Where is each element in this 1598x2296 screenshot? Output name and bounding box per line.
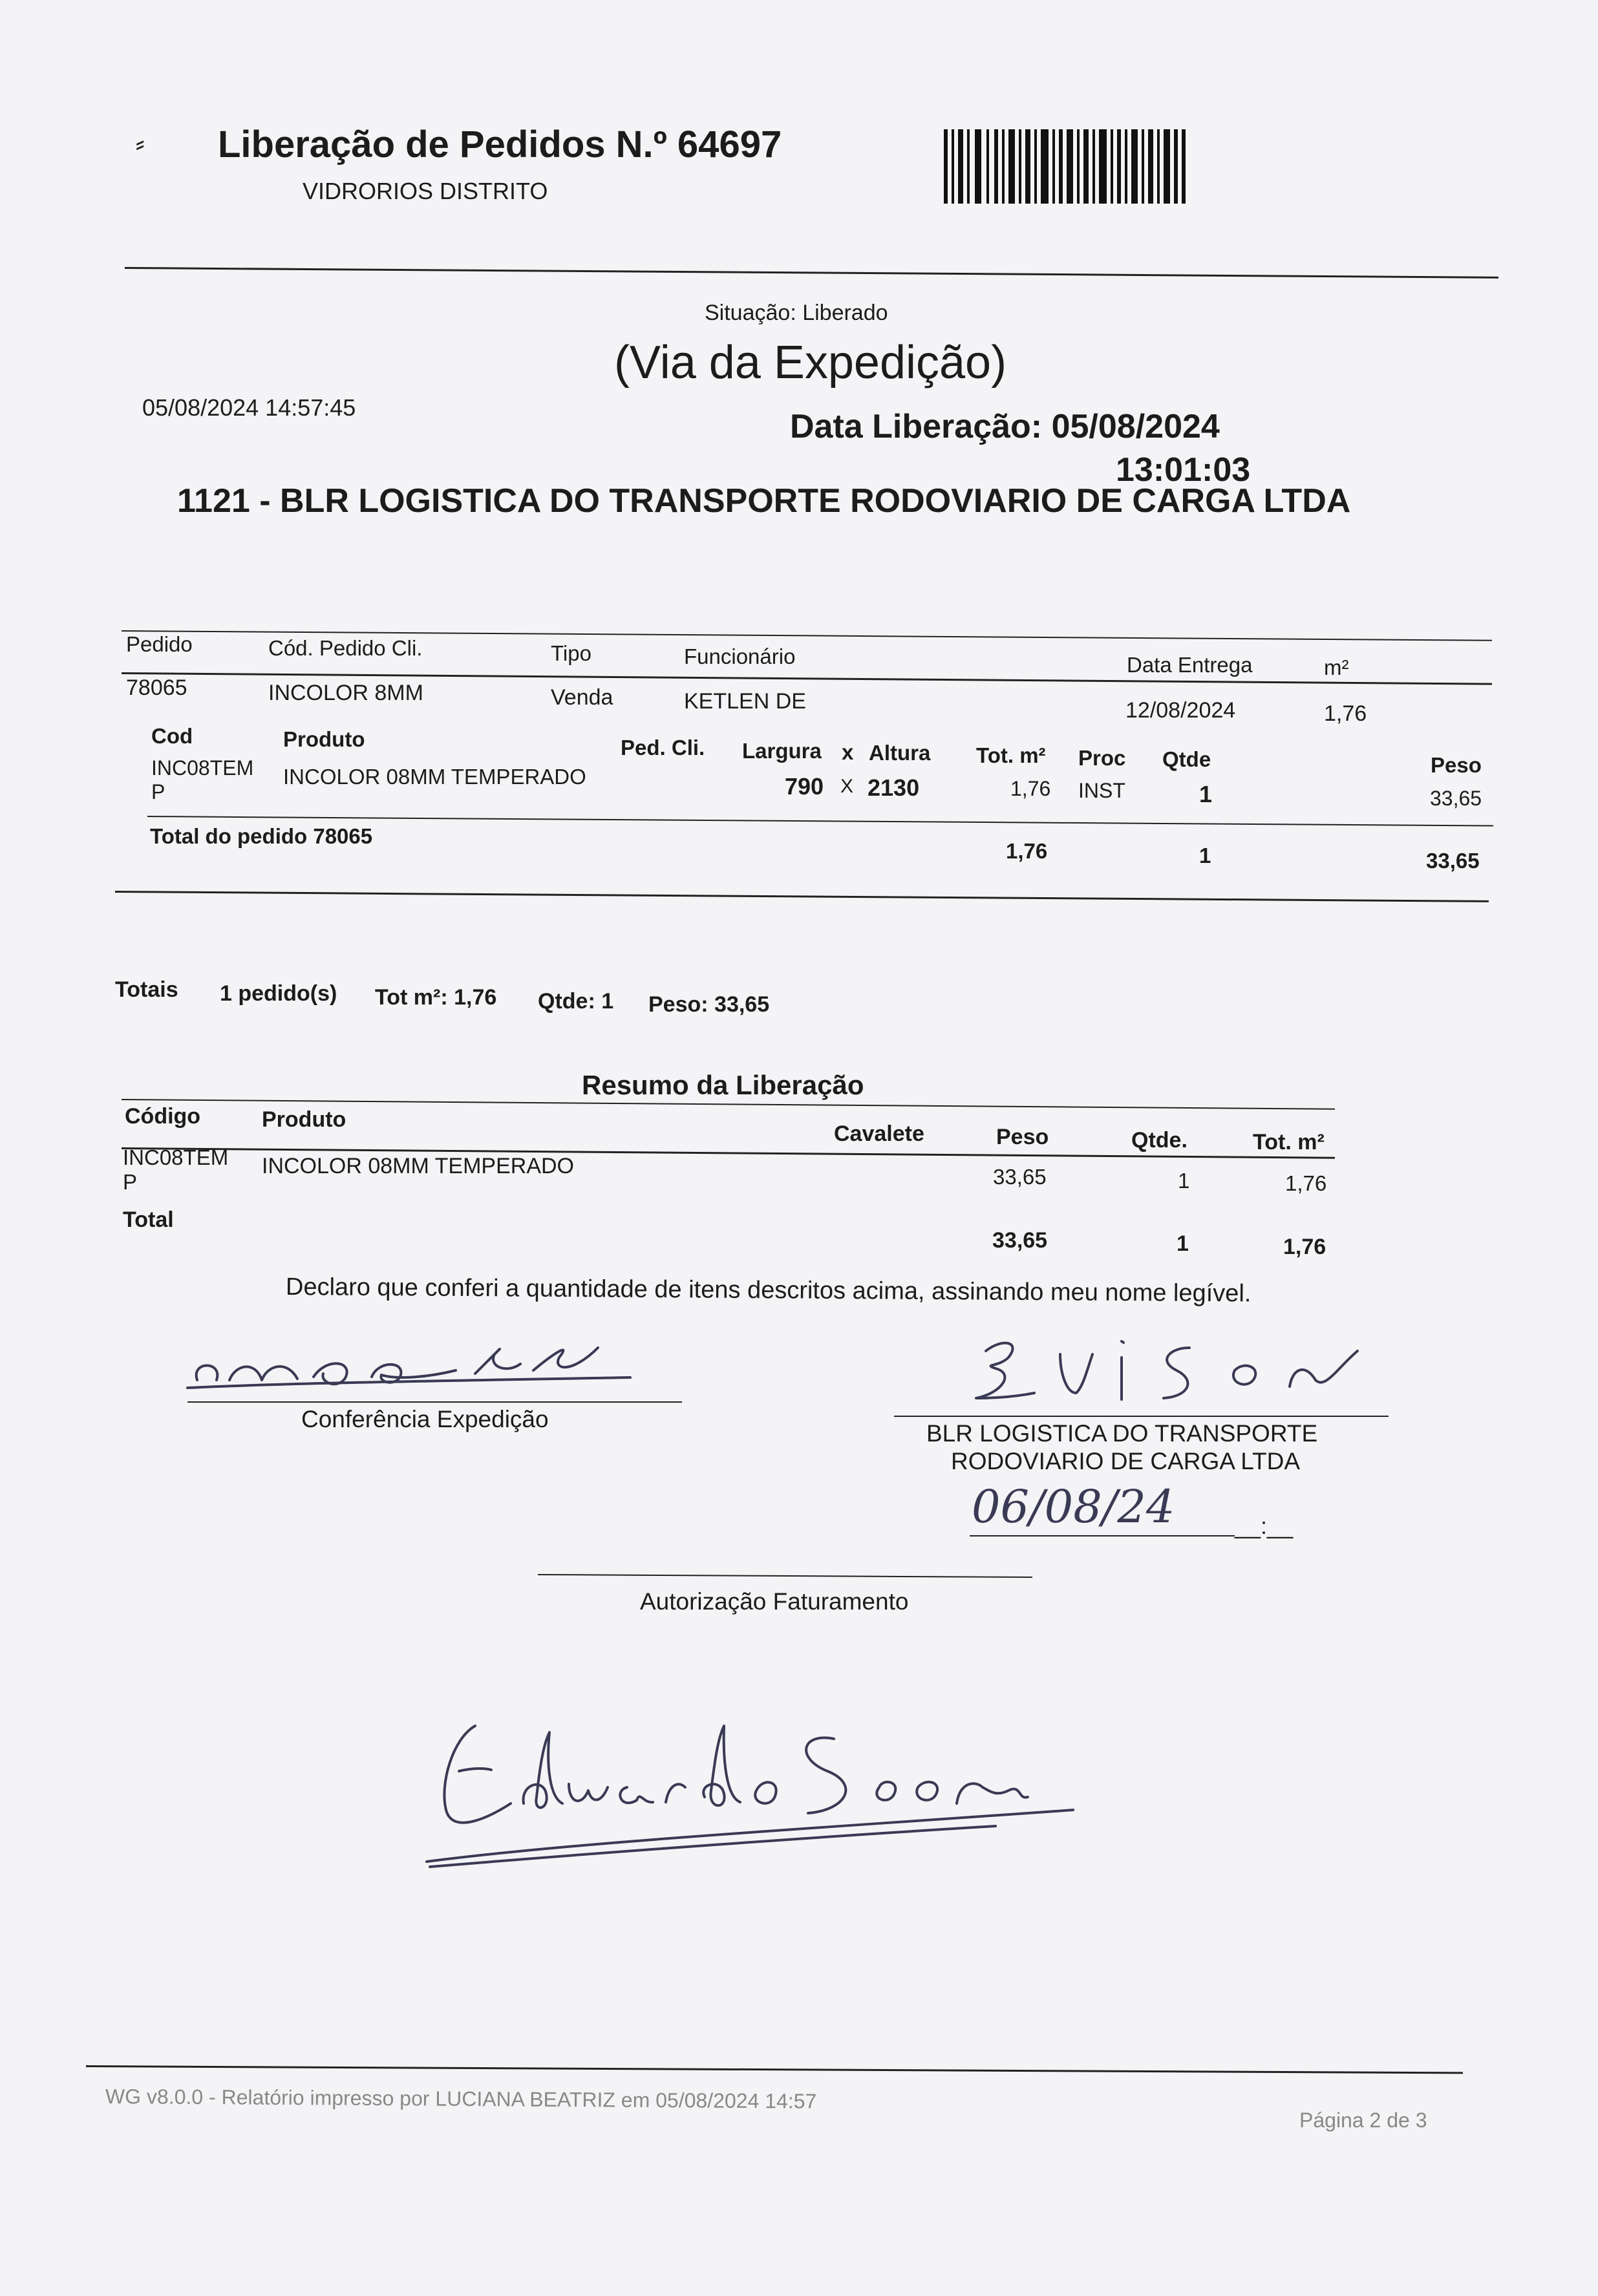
item-col-cod: Cod	[151, 724, 193, 748]
order-total-qtde: 1	[1199, 844, 1211, 867]
conference-signature-line	[187, 1401, 682, 1403]
summary-qtde: 1	[1178, 1169, 1190, 1193]
item-col-peso: Peso	[1431, 753, 1482, 777]
col-data-entrega: Data Entrega	[1127, 653, 1253, 677]
summary-col-tot-m2: Tot. m²	[1253, 1130, 1325, 1154]
order-total-tot-m2: 1,76	[1006, 839, 1048, 863]
order-funcionario: KETLEN DE	[684, 689, 806, 714]
item-col-qtde: Qtde	[1162, 747, 1211, 771]
barcode-icon	[944, 129, 1186, 204]
col-pedido: Pedido	[126, 632, 193, 656]
summary-total-peso: 33,65	[992, 1228, 1048, 1253]
item-cod-line1: INC08TEM	[151, 756, 254, 780]
carrier-signature	[963, 1328, 1377, 1412]
billing-label: Autorização Faturamento	[640, 1588, 909, 1615]
item-col-x: x	[842, 740, 854, 764]
item-produto: INCOLOR 08MM TEMPERADO	[283, 765, 586, 789]
order-total-label: Total do pedido 78065	[150, 824, 373, 848]
billing-signature-line	[538, 1574, 1032, 1578]
col-tipo: Tipo	[551, 641, 591, 665]
totals-label: Totais	[115, 977, 178, 1002]
company-name: VIDRORIOS DISTRITO	[303, 178, 548, 204]
carrier-signature-line	[894, 1416, 1389, 1417]
footer-printed-by: WG v8.0.0 - Relatório impresso por LUCIANA BEATRIZ em 05/08/2024 14:57	[105, 2085, 817, 2113]
order-total-peso: 33,65	[1426, 849, 1480, 873]
summary-col-qtde: Qtde.	[1131, 1128, 1188, 1153]
billing-signature	[414, 1706, 1086, 1875]
release-time: 13:01:03	[1116, 451, 1251, 489]
totals-peso: Peso: 33,65	[648, 992, 770, 1017]
summary-total-tot-m2: 1,76	[1283, 1235, 1326, 1259]
item-col-produto: Produto	[283, 727, 365, 751]
conference-label: Conferência Expedição	[301, 1406, 549, 1432]
conference-signature	[184, 1335, 650, 1406]
summary-total-qtde: 1	[1177, 1231, 1189, 1256]
time-blank: __:__	[1235, 1513, 1294, 1539]
order-data-entrega: 12/08/2024	[1125, 698, 1236, 723]
item-col-tot-m2: Tot. m²	[976, 743, 1046, 767]
summary-peso: 33,65	[993, 1165, 1047, 1189]
order-cod-cli: INCOLOR 8MM	[268, 681, 423, 705]
summary-col-peso: Peso	[996, 1125, 1049, 1149]
item-col-proc: Proc	[1078, 746, 1126, 770]
summary-col-codigo: Código	[125, 1104, 201, 1129]
customer-name: 1121 - BLR LOGISTICA DO TRANSPORTE RODOVIARIO DE CARGA LTDA	[177, 482, 1351, 520]
item-cod-line2: P	[151, 780, 165, 803]
order-table-bottom-rule	[115, 891, 1489, 902]
item-col-largura: Largura	[742, 739, 822, 763]
totals-qtde: Qtde: 1	[538, 989, 614, 1014]
order-m2: 1,76	[1324, 701, 1367, 726]
totals-pedidos: 1 pedido(s)	[220, 981, 337, 1006]
item-peso: 33,65	[1430, 787, 1482, 810]
item-x: X	[840, 776, 854, 797]
col-m2: m²	[1324, 655, 1349, 679]
footer-rule	[86, 2065, 1463, 2074]
item-largura: 790	[785, 773, 824, 800]
summary-codigo-line1: INC08TEM	[123, 1145, 229, 1169]
item-col-ped-cli: Ped. Cli.	[621, 736, 705, 760]
carrier-label-line2: RODOVIARIO DE CARGA LTDA	[951, 1448, 1301, 1474]
summary-codigo-line2: P	[123, 1170, 138, 1194]
summary-title: Resumo da Liberação	[582, 1070, 864, 1100]
summary-tot-m2: 1,76	[1285, 1171, 1327, 1195]
date-line	[970, 1535, 1235, 1536]
summary-produto: INCOLOR 08MM TEMPERADO	[262, 1154, 575, 1178]
header-divider	[125, 267, 1498, 279]
carrier-label-line1: BLR LOGISTICA DO TRANSPORTE	[926, 1420, 1318, 1447]
status-text: Situação: Liberado	[705, 301, 888, 325]
col-cod-pedido-cli: Cód. Pedido Cli.	[268, 636, 423, 660]
order-tipo: Venda	[551, 685, 613, 710]
printed-datetime: 05/08/2024 14:57:45	[142, 394, 356, 421]
item-qtde: 1	[1199, 781, 1213, 807]
order-pedido: 78065	[126, 675, 187, 700]
release-date: Data Liberação: 05/08/2024	[790, 408, 1220, 445]
item-tot-m2: 1,76	[1010, 777, 1051, 800]
copy-label: (Via da Expedição)	[614, 337, 1007, 388]
item-altura: 2130	[868, 774, 920, 801]
totals-tot-m2: Tot m²: 1,76	[375, 985, 497, 1010]
footer-page: Página 2 de 3	[1299, 2109, 1427, 2132]
summary-col-produto: Produto	[262, 1107, 346, 1132]
col-funcionario: Funcionário	[684, 644, 796, 668]
item-proc: INST	[1078, 779, 1125, 802]
top-left-mark: ⸗	[136, 129, 145, 158]
item-col-altura: Altura	[869, 741, 931, 765]
declaration-text: Declaro que conferi a quantidade de itens descritos acima, assinando meu nome legível.	[285, 1273, 1252, 1308]
document-title: Liberação de Pedidos N.º 64697	[218, 123, 782, 165]
summary-col-cavalete: Cavalete	[834, 1121, 924, 1146]
handwritten-date: 06/08/24	[972, 1480, 1175, 1533]
summary-total-label: Total	[123, 1207, 174, 1232]
